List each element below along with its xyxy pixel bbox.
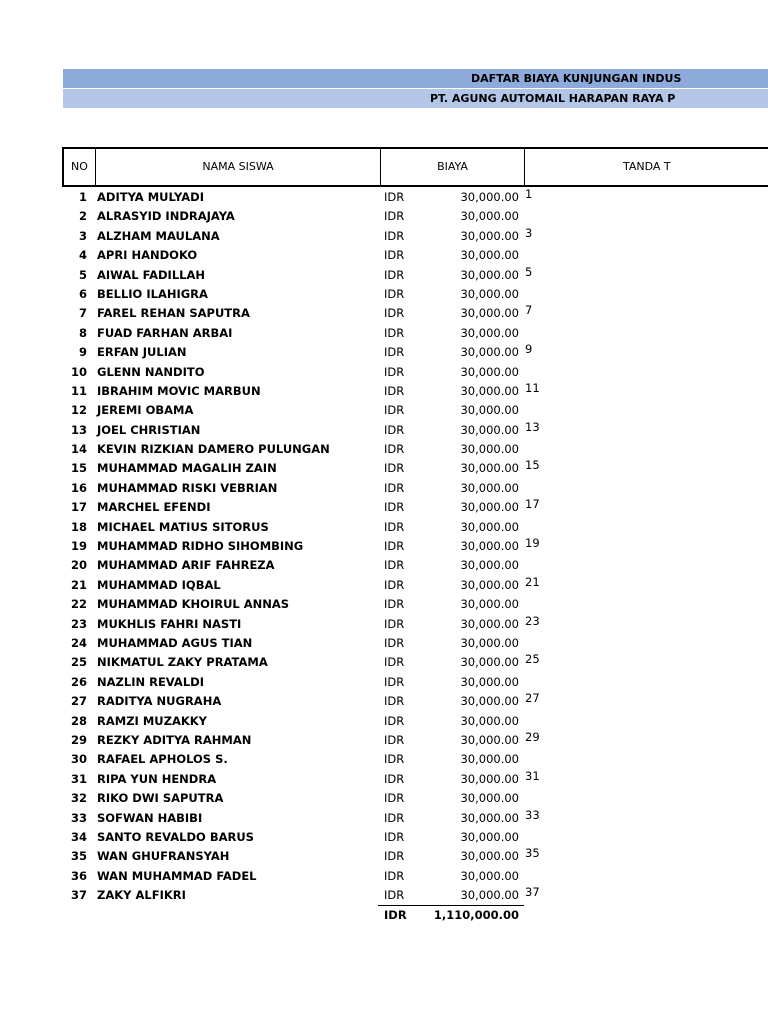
signature-number: 31 bbox=[525, 768, 540, 783]
signature-number: 11 bbox=[525, 380, 540, 395]
row-amount: 30,000.00 bbox=[460, 694, 519, 709]
table-row bbox=[62, 498, 768, 517]
row-amount: 30,000.00 bbox=[460, 480, 519, 495]
row-currency: IDR bbox=[384, 383, 405, 398]
table-row bbox=[62, 634, 768, 653]
table-row bbox=[62, 692, 768, 711]
signature-number: 7 bbox=[525, 303, 533, 318]
column-header-tanda-label: TANDA T bbox=[623, 160, 671, 173]
row-currency: IDR bbox=[384, 616, 405, 631]
row-currency: IDR bbox=[384, 480, 405, 495]
row-currency: IDR bbox=[384, 325, 405, 340]
row-currency: IDR bbox=[384, 286, 405, 301]
student-name: RIPA YUN HENDRA bbox=[97, 771, 217, 786]
student-name: GLENN NANDITO bbox=[97, 364, 205, 379]
row-number: 4 bbox=[78, 248, 87, 263]
row-amount: 30,000.00 bbox=[460, 209, 519, 224]
student-name: WAN MUHAMMAD FADEL bbox=[97, 868, 257, 883]
student-name: KEVIN RIZKIAN DAMERO PULUNGAN bbox=[97, 442, 330, 457]
signature-number: 33 bbox=[525, 807, 540, 822]
row-currency: IDR bbox=[384, 442, 405, 457]
table-row bbox=[62, 653, 768, 672]
row-number: 23 bbox=[70, 616, 87, 631]
table-row bbox=[62, 886, 768, 905]
row-number: 22 bbox=[70, 597, 87, 612]
row-amount: 30,000.00 bbox=[460, 364, 519, 379]
row-number: 24 bbox=[70, 635, 87, 650]
student-name: MARCHEL EFENDI bbox=[97, 500, 211, 515]
student-name: MUHAMMAD ARIF FAHREZA bbox=[97, 558, 275, 573]
table-header bbox=[62, 147, 768, 187]
row-number: 7 bbox=[78, 306, 87, 321]
row-currency: IDR bbox=[384, 345, 405, 360]
row-amount: 30,000.00 bbox=[460, 655, 519, 670]
row-currency: IDR bbox=[384, 888, 405, 903]
table-row bbox=[62, 188, 768, 207]
row-currency: IDR bbox=[384, 732, 405, 747]
total-amount: 1,110,000.00 bbox=[433, 908, 519, 922]
signature-number: 1 bbox=[525, 187, 533, 201]
student-name: RAMZI MUZAKKY bbox=[97, 713, 207, 728]
row-currency: IDR bbox=[384, 209, 405, 224]
table-row bbox=[62, 440, 768, 459]
row-currency: IDR bbox=[384, 791, 405, 806]
row-number: 13 bbox=[70, 422, 87, 437]
student-name: MUHAMMAD MAGALIH ZAIN bbox=[97, 461, 277, 476]
row-number: 21 bbox=[70, 577, 87, 592]
row-number: 8 bbox=[78, 325, 87, 340]
row-currency: IDR bbox=[384, 519, 405, 534]
signature-number: 5 bbox=[525, 264, 533, 279]
student-name: FUAD FARHAN ARBAI bbox=[97, 325, 233, 340]
row-number: 6 bbox=[78, 286, 87, 301]
row-number: 33 bbox=[70, 810, 87, 825]
row-currency: IDR bbox=[384, 403, 405, 418]
table-row bbox=[62, 576, 768, 595]
row-amount: 30,000.00 bbox=[460, 849, 519, 864]
row-number: 32 bbox=[70, 791, 87, 806]
row-currency: IDR bbox=[384, 422, 405, 437]
student-name: JOEL CHRISTIAN bbox=[97, 422, 201, 437]
column-header-no: NO bbox=[64, 149, 96, 185]
row-number: 2 bbox=[78, 209, 87, 224]
row-amount: 30,000.00 bbox=[460, 616, 519, 631]
row-number: 12 bbox=[70, 403, 87, 418]
signature-number: 23 bbox=[525, 613, 540, 628]
row-amount: 30,000.00 bbox=[460, 674, 519, 689]
table-row bbox=[62, 343, 768, 362]
student-name: ERFAN JULIAN bbox=[97, 345, 187, 360]
table-row bbox=[62, 479, 768, 498]
row-amount: 30,000.00 bbox=[460, 422, 519, 437]
signature-number: 21 bbox=[525, 574, 540, 589]
column-header-biaya: BIAYA bbox=[381, 149, 525, 185]
row-currency: IDR bbox=[384, 810, 405, 825]
row-amount: 30,000.00 bbox=[460, 383, 519, 398]
student-name: FAREL REHAN SAPUTRA bbox=[97, 306, 250, 321]
table-row bbox=[62, 750, 768, 769]
row-number: 34 bbox=[70, 829, 87, 844]
row-currency: IDR bbox=[384, 635, 405, 650]
row-number: 29 bbox=[70, 732, 87, 747]
row-number: 14 bbox=[70, 442, 87, 457]
company-name: PT. AGUNG AUTOMAIL HARAPAN RAYA P bbox=[430, 92, 676, 105]
row-currency: IDR bbox=[384, 849, 405, 864]
row-currency: IDR bbox=[384, 190, 405, 204]
student-name: REZKY ADITYA RAHMAN bbox=[97, 732, 252, 747]
row-currency: IDR bbox=[384, 577, 405, 592]
row-currency: IDR bbox=[384, 694, 405, 709]
row-amount: 30,000.00 bbox=[460, 888, 519, 903]
row-number: 30 bbox=[70, 752, 87, 767]
row-number: 1 bbox=[78, 190, 87, 204]
row-currency: IDR bbox=[384, 267, 405, 282]
row-number: 25 bbox=[70, 655, 87, 670]
row-currency: IDR bbox=[384, 597, 405, 612]
row-amount: 30,000.00 bbox=[460, 752, 519, 767]
student-name: RAFAEL APHOLOS S. bbox=[97, 752, 228, 767]
student-name: MICHAEL MATIUS SITORUS bbox=[97, 519, 269, 534]
subtitle-band bbox=[63, 89, 768, 108]
table-row bbox=[62, 304, 768, 323]
table-row bbox=[62, 363, 768, 382]
student-name: MUHAMMAD KHOIRUL ANNAS bbox=[97, 597, 290, 612]
student-name: RIKO DWI SAPUTRA bbox=[97, 791, 224, 806]
signature-number: 9 bbox=[525, 342, 533, 357]
table-row bbox=[62, 459, 768, 478]
row-amount: 30,000.00 bbox=[460, 539, 519, 554]
row-number: 5 bbox=[78, 267, 87, 282]
row-currency: IDR bbox=[384, 364, 405, 379]
row-amount: 30,000.00 bbox=[460, 597, 519, 612]
student-name: MUHAMMAD IQBAL bbox=[97, 577, 221, 592]
row-amount: 30,000.00 bbox=[460, 267, 519, 282]
row-number: 31 bbox=[70, 771, 87, 786]
table-row bbox=[62, 266, 768, 285]
row-currency: IDR bbox=[384, 461, 405, 476]
row-currency: IDR bbox=[384, 868, 405, 883]
student-name: MUKHLIS FAHRI NASTI bbox=[97, 616, 242, 631]
row-currency: IDR bbox=[384, 248, 405, 263]
row-number: 16 bbox=[70, 480, 87, 495]
table-row bbox=[62, 207, 768, 226]
table-row bbox=[62, 382, 768, 401]
student-name: APRI HANDOKO bbox=[97, 248, 198, 263]
row-amount: 30,000.00 bbox=[460, 577, 519, 592]
row-currency: IDR bbox=[384, 713, 405, 728]
signature-number: 29 bbox=[525, 729, 540, 744]
row-currency: IDR bbox=[384, 829, 405, 844]
signature-number: 19 bbox=[525, 536, 540, 551]
row-number: 15 bbox=[70, 461, 87, 476]
row-amount: 30,000.00 bbox=[460, 732, 519, 747]
signature-number: 15 bbox=[525, 458, 540, 473]
signature-number: 3 bbox=[525, 225, 533, 240]
student-name: NIKMATUL ZAKY PRATAMA bbox=[97, 655, 268, 670]
row-amount: 30,000.00 bbox=[460, 519, 519, 534]
row-currency: IDR bbox=[384, 539, 405, 554]
table-row bbox=[62, 731, 768, 750]
table-row bbox=[62, 809, 768, 828]
row-amount: 30,000.00 bbox=[460, 829, 519, 844]
student-name: AIWAL FADILLAH bbox=[97, 267, 206, 282]
row-amount: 30,000.00 bbox=[460, 248, 519, 263]
table-row bbox=[62, 518, 768, 537]
table-row bbox=[62, 595, 768, 614]
signature-number: 27 bbox=[525, 691, 540, 706]
signature-number: 25 bbox=[525, 652, 540, 667]
student-name: SANTO REVALDO BARUS bbox=[97, 829, 254, 844]
row-number: 18 bbox=[70, 519, 87, 534]
row-number: 26 bbox=[70, 674, 87, 689]
student-name: ALZHAM MAULANA bbox=[97, 228, 220, 243]
signature-number: 37 bbox=[525, 885, 540, 900]
student-name: BELLIO ILAHIGRA bbox=[97, 286, 208, 301]
row-amount: 30,000.00 bbox=[460, 190, 519, 204]
row-number: 36 bbox=[70, 868, 87, 883]
student-name: MUHAMMAD AGUS TIAN bbox=[97, 635, 253, 650]
student-name: NAZLIN REVALDI bbox=[97, 674, 204, 689]
row-amount: 30,000.00 bbox=[460, 635, 519, 650]
row-currency: IDR bbox=[384, 228, 405, 243]
table-row bbox=[62, 615, 768, 634]
student-name: MUHAMMAD RIDHO SIHOMBING bbox=[97, 539, 304, 554]
row-number: 37 bbox=[70, 888, 87, 903]
table-row bbox=[62, 770, 768, 789]
row-amount: 30,000.00 bbox=[460, 325, 519, 340]
table-row bbox=[62, 285, 768, 304]
student-name: ALRASYID INDRAJAYA bbox=[97, 209, 235, 224]
row-amount: 30,000.00 bbox=[460, 461, 519, 476]
table-row bbox=[62, 828, 768, 847]
table-row bbox=[62, 537, 768, 556]
table-row bbox=[62, 324, 768, 343]
column-header-tanda bbox=[525, 149, 768, 185]
row-currency: IDR bbox=[384, 500, 405, 515]
student-name: MUHAMMAD RISKI VEBRIAN bbox=[97, 480, 278, 495]
row-amount: 30,000.00 bbox=[460, 791, 519, 806]
row-number: 11 bbox=[70, 383, 87, 398]
student-name: ZAKY ALFIKRI bbox=[97, 888, 186, 903]
row-number: 10 bbox=[70, 364, 87, 379]
row-number: 19 bbox=[70, 539, 87, 554]
table-row bbox=[62, 556, 768, 575]
row-amount: 30,000.00 bbox=[460, 228, 519, 243]
row-number: 35 bbox=[70, 849, 87, 864]
row-amount: 30,000.00 bbox=[460, 713, 519, 728]
table-row bbox=[62, 847, 768, 866]
table-row bbox=[62, 673, 768, 692]
row-number: 28 bbox=[70, 713, 87, 728]
student-table-body bbox=[62, 188, 768, 905]
table-row bbox=[62, 227, 768, 246]
row-currency: IDR bbox=[384, 771, 405, 786]
row-currency: IDR bbox=[384, 306, 405, 321]
row-amount: 30,000.00 bbox=[460, 403, 519, 418]
total-row bbox=[62, 906, 768, 925]
table-row bbox=[62, 867, 768, 886]
signature-number: 35 bbox=[525, 846, 540, 861]
table-row bbox=[62, 246, 768, 265]
row-number: 20 bbox=[70, 558, 87, 573]
student-name: WAN GHUFRANSYAH bbox=[97, 849, 230, 864]
student-name: RADITYA NUGRAHA bbox=[97, 694, 222, 709]
table-row bbox=[62, 401, 768, 420]
row-number: 9 bbox=[78, 345, 87, 360]
student-name: IBRAHIM MOVIC MARBUN bbox=[97, 383, 261, 398]
row-amount: 30,000.00 bbox=[460, 558, 519, 573]
table-row bbox=[62, 712, 768, 731]
title-band bbox=[63, 69, 768, 88]
total-currency: IDR bbox=[384, 908, 407, 922]
row-amount: 30,000.00 bbox=[460, 306, 519, 321]
table-row bbox=[62, 421, 768, 440]
row-currency: IDR bbox=[384, 655, 405, 670]
row-number: 17 bbox=[70, 500, 87, 515]
row-currency: IDR bbox=[384, 558, 405, 573]
row-amount: 30,000.00 bbox=[460, 345, 519, 360]
row-number: 3 bbox=[78, 228, 87, 243]
table-row bbox=[62, 789, 768, 808]
signature-number: 13 bbox=[525, 419, 540, 434]
row-currency: IDR bbox=[384, 674, 405, 689]
row-amount: 30,000.00 bbox=[460, 500, 519, 515]
student-name: SOFWAN HABIBI bbox=[97, 810, 203, 825]
row-amount: 30,000.00 bbox=[460, 810, 519, 825]
row-amount: 30,000.00 bbox=[460, 868, 519, 883]
student-name: JEREMI OBAMA bbox=[97, 403, 194, 418]
row-currency: IDR bbox=[384, 752, 405, 767]
column-header-nama: NAMA SISWA bbox=[96, 149, 381, 185]
document-title: DAFTAR BIAYA KUNJUNGAN INDUS bbox=[471, 72, 682, 85]
student-name: ADITYA MULYADI bbox=[97, 190, 204, 204]
row-amount: 30,000.00 bbox=[460, 442, 519, 457]
row-number: 27 bbox=[70, 694, 87, 709]
row-amount: 30,000.00 bbox=[460, 771, 519, 786]
signature-number: 17 bbox=[525, 497, 540, 512]
row-amount: 30,000.00 bbox=[460, 286, 519, 301]
